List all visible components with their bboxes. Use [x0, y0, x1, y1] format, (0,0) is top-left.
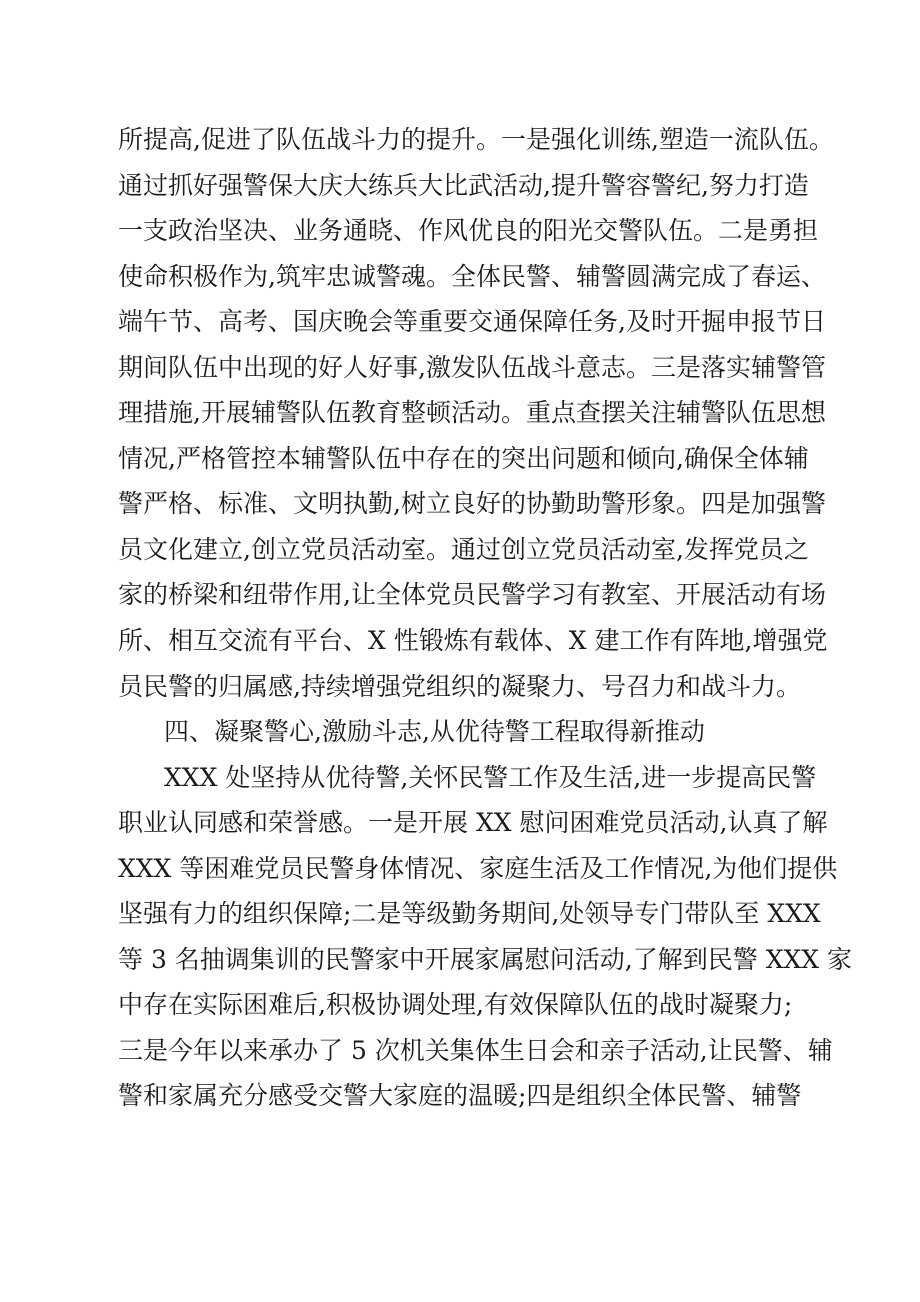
text-line: 所、相互交流有平台、X 性锻炼有载体、X 建工作有阵地,增强党 — [118, 626, 828, 656]
text-line: XXX 等困难党员民警身体情况、家庭生活及工作情况,为他们提供 — [118, 853, 838, 883]
text-line: 一支政治坚决、业务通晓、作风优良的阳光交警队伍。二是勇担 — [118, 216, 819, 246]
text-line: 期间队伍中出现的好人好事,激发队伍战斗意志。三是落实辅警管 — [118, 352, 826, 382]
section-heading: 四、凝聚警心,激励斗志,从优待警工程取得新推动 — [164, 717, 705, 747]
text-line: 端午节、高考、国庆晚会等重要交通保障任务,及时开掘申报节日 — [118, 307, 826, 337]
text-line: 警严格、标准、文明执勤,树立良好的协勤助警形象。四是加强警 — [118, 489, 826, 519]
text-line: 职业认同感和荣誉感。一是开展 XX 慰问困难党员活动,认真了解 — [118, 808, 828, 838]
text-line: 警和家属充分感受交警大家庭的温暖;四是组织全体民警、辅警 — [118, 1081, 802, 1111]
text-line: 使命积极作为,筑牢忠诚警魂。全体民警、辅警圆满完成了春运、 — [118, 261, 826, 291]
text-line: 情况,严格管控本辅警队伍中存在的突出问题和倾向,确保全体辅 — [118, 443, 809, 473]
text-line: 等 3 名抽调集训的民警家中开展家属慰问活动,了解到民警 XXX 家 — [118, 944, 853, 974]
text-line: 坚强有力的组织保障;二是等级勤务期间,处领导专门带队至 XXX — [118, 899, 821, 929]
text-line: 理措施,开展辅警队伍教育整顿活动。重点查摆关注辅警队伍思想 — [118, 398, 826, 428]
text-line: 员民警的归属感,持续增强党组织的凝聚力、号召力和战斗力。 — [118, 671, 801, 701]
text-line: 通过抓好强警保大庆大练兵大比武活动,提升警容警纪,努力打造 — [118, 170, 809, 200]
text-line: 员文化建立,创立党员活动室。通过创立党员活动室,发挥党员之 — [118, 534, 809, 564]
text-line: 三是今年以来承办了 5 次机关集体生日会和亲子活动,让民警、辅 — [118, 1035, 833, 1065]
text-line: 中存在实际困难后,积极协调处理,有效保障队伍的战时凝聚力; — [118, 990, 793, 1020]
body-text — [118, 117, 853, 1119]
text-line: 所提高,促进了队伍战斗力的提升。一是强化训练,塑造一流队伍。 — [118, 125, 834, 154]
text-line: 家的桥梁和纽带作用,让全体党员民警学习有教室、开展活动有场 — [118, 580, 826, 610]
paragraph-first-line: XXX 处坚持从优待警,关怀民警工作及生活,进一步提高民警 — [164, 762, 817, 792]
